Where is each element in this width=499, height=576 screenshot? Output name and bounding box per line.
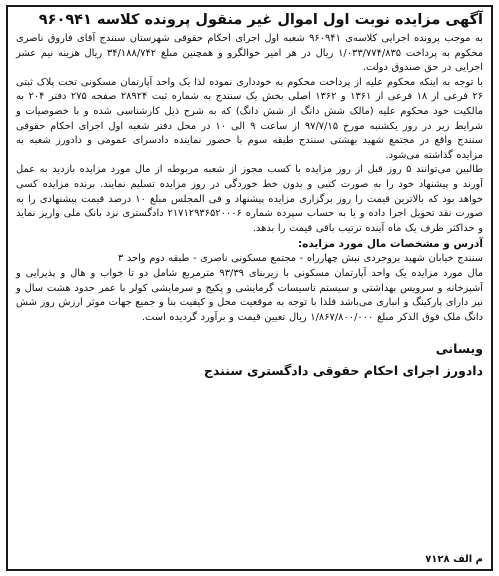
- notice-title: آگهی مزایده نوبت اول اموال غیر منقول پرونده کلاسه ۹۶۰۹۴۱: [38, 12, 483, 28]
- signature-block: [8, 339, 491, 381]
- signature-name: ویسانی: [435, 341, 483, 357]
- property-address: سنندج خیابان شهید بروجردی نبش چهارراه - مجتمع مسکونی ناصری - طبقه دوم واحد ۳: [117, 253, 483, 265]
- intro-paragraph: به موجب پرونده اجرایی کلاسه‌ی ۹۶۰۹۴۱ شعبه اول اجرای احکام حقوقی شهرستان سنندج آقای فاروق ناصری محکوم به پرداخت ۱/۰۳۳/۷۷۴/۸۳۵ ریال در هر امیر خوالگرو و همچنین مبلغ ۳۴/۱۸۸/۷۴۲ ریال هزینه نیم عشر اجرایی در حق صندوق دولت.: [16, 33, 483, 74]
- reference-code: م الف ۷۱۲۸: [425, 554, 483, 565]
- bidders-paragraph: طالبین می‌توانند ۵ روز قبل از روز مزایده با کسب مجوز از شعبه مربوطه از مال مورد مزایده بازدید به عمل آورند و پیشنهاد خود را به صورت کتبی و بدون خط خوردگی در روز مزایده تسلیم نمایند. برنده مزایده کسی خواهد بود که بالاترین قیمت را روز برگزاری مزایده پیشنهاد و فی المجلس مبلغ ۱۰ درصد قیمت پیشنهادی را به صورت نقد تحویل اجرا داده و یا به حساب سپرده شماره ۲۱۷۱۲۹۳۶۵۲۰۰۰۶ دادگستری نزد بانک ملی واریز نماید و حداکثر ظرف یک ماه آینده ترتیب باقی قیمت را بدهد.: [16, 164, 483, 234]
- auction-paragraph: با توجه به اینکه محکوم علیه از پرداخت محکوم به خودداری نموده لذا یک واحد آپارتمان مسکونی تحت پلاک ثبتی ۲۶ فرعی از ۱۸ فرعی از ۱۳۶۱ و ۱۳۶۲ اصلی بخش یک سنندج به شماره ثبت ۲۸۹۲۴ صفحه ۲۷۵ دفتر ۲۰۴ به مالکیت خود محکوم علیه (مالک شش دانگ از شش دانگ) که به شرح ذیل کارشناسی شده و با خصوصیات و شرایط زیر در روز یکشنبه مورخ ۹۷/۷/۱۵ از ساعت ۹ الی ۱۰ در محل دفتر شعبه اول اجرای احکام حقوقی سنندج واقع در مجتمع شهید بهشتی سنندج طبقه سوم با حضور نماینده دادسرای عمومی و دادورز شعبه به مزایده گذاشته می‌شود.: [16, 76, 484, 161]
- property-section-title: آدرس و مشخصات مال مورد مزایده:: [297, 238, 483, 251]
- signature-org: دادورز اجرای احکام حقوقی دادگستری سنندج: [203, 363, 483, 379]
- notice-body: [8, 32, 491, 325]
- property-description: مال مورد مزایده یک واحد آپارتمان مسکونی با زیربنای ۹۳/۳۹ مترمربع شامل دو تا خواب و هال و پذیرایی و آشپزخانه و سرویس بهداشتی و سیستم تاسیسات گرمایشی و پکیج و سرمایشی کولر با عمر حدود هشت سال و نیز دارای پارکینگ و انباری می‌باشد فلذا با توجه به موقعیت محل و کیفیت بنا و جمیع جهات موثر ارزش روز شش دانگ ملک فوق الذکر مبلغ ۱/۸۶۷/۸۰۰/۰۰۰ ریال تعیین قیمت و برآورد گردیده است.: [16, 267, 483, 323]
- notice-frame: [6, 5, 493, 571]
